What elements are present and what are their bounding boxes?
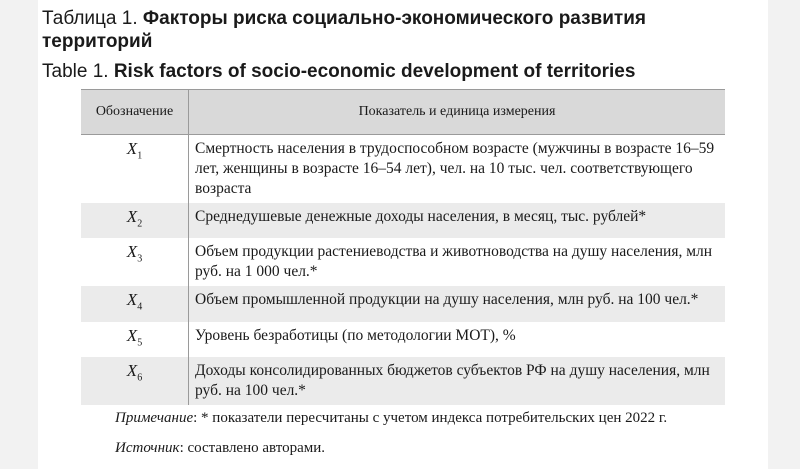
row-symbol — [81, 322, 189, 357]
symbol-index: 2 — [137, 218, 143, 230]
header-symbol: Обозначение — [81, 90, 189, 135]
table-title-ru-prefix: Таблица 1. — [42, 8, 143, 29]
row-symbol — [81, 286, 189, 321]
note-text: : * показатели пересчитаны с учетом индекса потребительских цен 2022 г. — [193, 410, 668, 426]
table-row — [81, 286, 725, 321]
table-note — [115, 410, 667, 427]
symbol-letter: X — [126, 242, 138, 262]
symbol-letter: X — [126, 361, 138, 381]
table-row — [81, 135, 725, 204]
note-label: Примечание — [115, 410, 194, 426]
table-title-ru-text: Факторы риска социально-экономического развития территорий — [42, 8, 646, 52]
row-symbol — [81, 203, 189, 238]
source-text: : составлено авторами. — [179, 440, 326, 456]
table-row — [81, 357, 725, 405]
right-margin — [768, 0, 800, 469]
symbol-letter: X — [126, 207, 138, 226]
table-header-row — [81, 90, 725, 135]
symbol-index: 5 — [137, 337, 143, 349]
source-label: Источник — [115, 440, 180, 456]
table-title-en-prefix: Table 1. — [42, 61, 114, 82]
symbol-letter: X — [126, 290, 138, 310]
row-indicator: Объем промышленной продукции на душу населения, млн руб. на 100 чел.* — [189, 286, 726, 321]
row-symbol — [81, 135, 189, 204]
symbol-index: 3 — [137, 253, 143, 265]
symbol-index: 6 — [137, 372, 143, 384]
symbol-index: 1 — [137, 150, 143, 162]
symbol-letter: X — [126, 325, 138, 345]
table-title-ru — [42, 7, 722, 53]
symbol-letter: X — [126, 139, 138, 158]
table-row — [81, 203, 725, 238]
left-margin — [0, 0, 38, 469]
row-symbol — [81, 357, 189, 405]
row-indicator: Доходы консолидированных бюджетов субъектов РФ на душу населения, млн руб. на 100 чел.* — [189, 357, 726, 405]
row-symbol — [81, 238, 189, 286]
header-indicator: Показатель и единица измерения — [189, 90, 726, 135]
table-row — [81, 322, 725, 357]
table-source — [115, 440, 325, 457]
table-row — [81, 238, 725, 286]
row-indicator: Объем продукции растениеводства и животноводства на душу населения, млн руб. на 1 000 чел.* — [195, 243, 713, 281]
table-title-en-text: Risk factors of socio-economic development of territories — [113, 61, 636, 82]
row-indicator: Смертность населения в трудоспособном возрасте (мужчины в возрасте 16–59 лет, женщины в возрасте 16–54 лет), чел. на 10 тыс. чел. соответствующего возраста — [195, 140, 715, 197]
row-indicator: Уровень безработицы (по методологии МОТ), % — [195, 326, 516, 344]
symbol-index: 4 — [137, 301, 143, 313]
risk-factors-table — [81, 89, 725, 405]
table-title-en — [42, 60, 722, 84]
row-indicator: Среднедушевые денежные доходы населения, в месяц, тыс. рублей* — [189, 203, 726, 238]
